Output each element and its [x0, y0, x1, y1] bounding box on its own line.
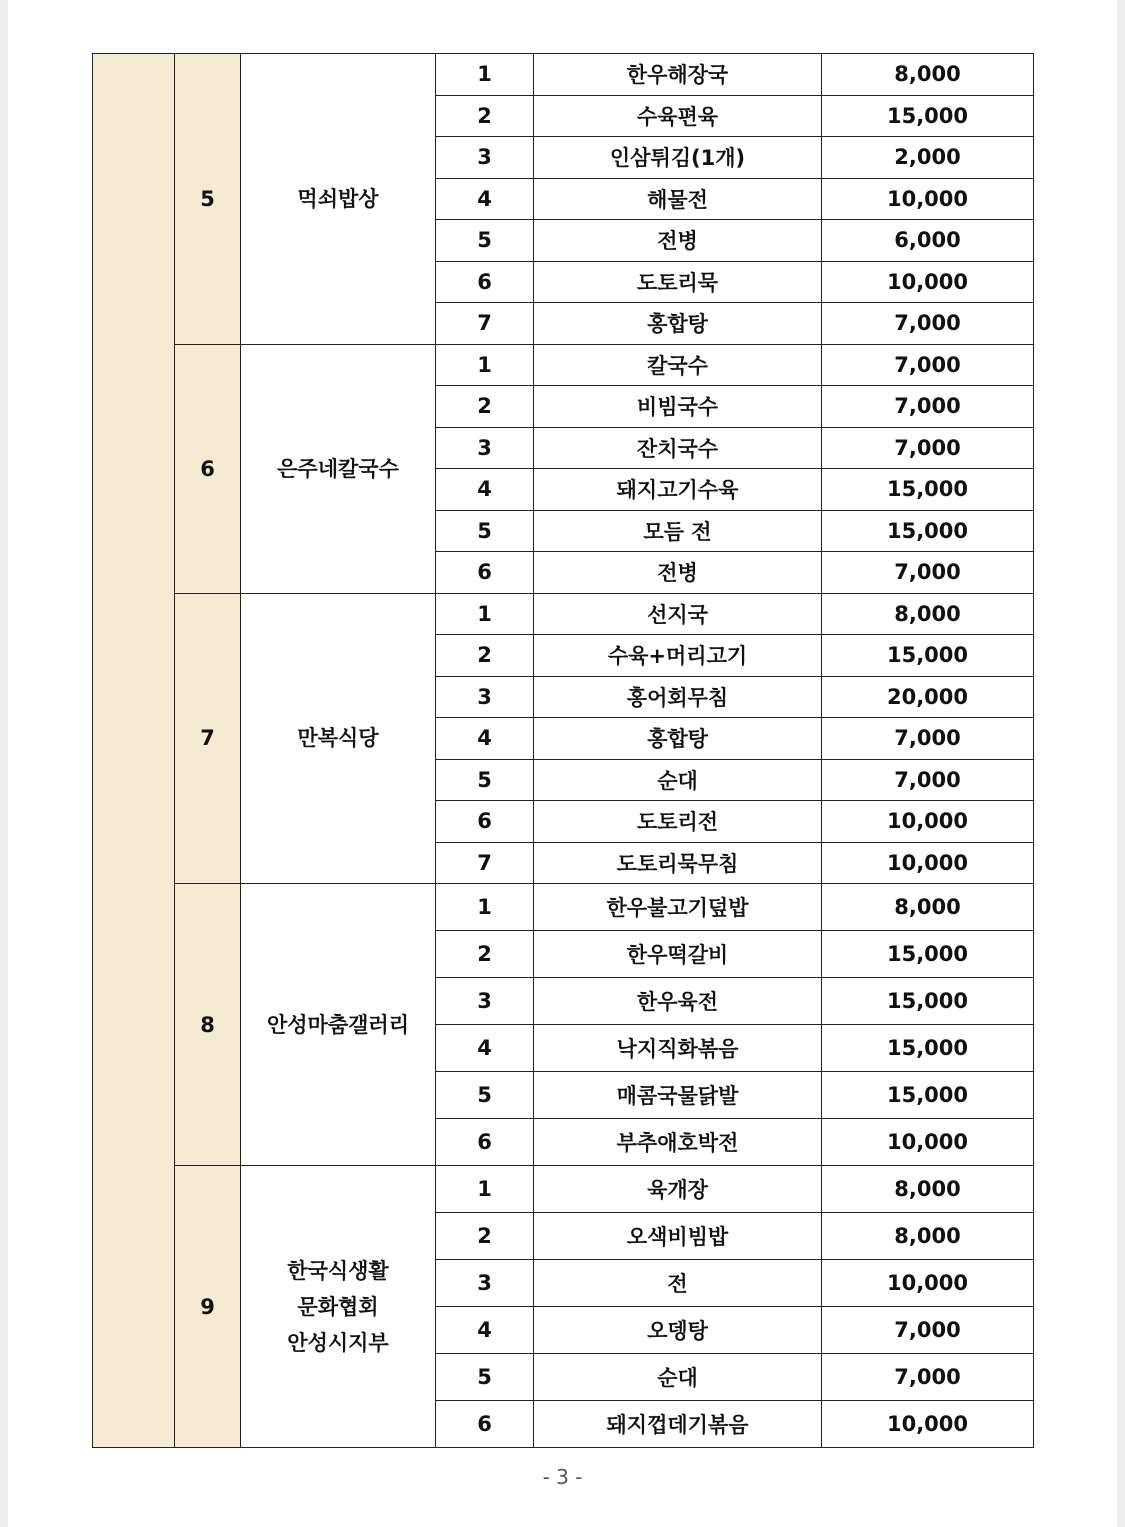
item-no: 6	[436, 801, 534, 843]
item-price: 10,000	[822, 1401, 1034, 1448]
item-name: 선지국	[534, 593, 822, 635]
item-no: 3	[436, 676, 534, 718]
item-no: 1	[436, 884, 534, 931]
item-no: 1	[436, 344, 534, 386]
item-no: 5	[436, 759, 534, 801]
store-name: 은주네칼국수	[241, 344, 436, 593]
item-price: 7,000	[822, 759, 1034, 801]
store-name	[241, 1166, 436, 1448]
item-no: 3	[436, 137, 534, 179]
store-name-line: 안성시지부	[287, 1330, 389, 1355]
item-name: 도토리묵무침	[534, 842, 822, 884]
item-price: 10,000	[822, 1119, 1034, 1166]
store-name: 만복식당	[241, 593, 436, 884]
item-price: 10,000	[822, 801, 1034, 843]
item-price: 15,000	[822, 635, 1034, 677]
item-no: 5	[436, 1354, 534, 1401]
table-row	[93, 593, 1034, 635]
item-name: 육개장	[534, 1166, 822, 1213]
item-price: 8,000	[822, 884, 1034, 931]
item-name: 순대	[534, 759, 822, 801]
item-name: 홍어회무침	[534, 676, 822, 718]
item-price: 15,000	[822, 469, 1034, 511]
item-no: 6	[436, 1401, 534, 1448]
item-no: 1	[436, 593, 534, 635]
item-no: 3	[436, 1260, 534, 1307]
store-name: 먹쇠밥상	[241, 54, 436, 345]
item-price: 15,000	[822, 931, 1034, 978]
item-name: 비빔국수	[534, 386, 822, 428]
item-no: 7	[436, 842, 534, 884]
item-price: 7,000	[822, 1307, 1034, 1354]
item-price: 2,000	[822, 137, 1034, 179]
item-name: 한우육전	[534, 978, 822, 1025]
item-name: 홍합탕	[534, 303, 822, 345]
item-price: 15,000	[822, 1072, 1034, 1119]
item-name: 순대	[534, 1354, 822, 1401]
item-no: 6	[436, 552, 534, 594]
item-price: 8,000	[822, 593, 1034, 635]
group-number: 9	[175, 1166, 241, 1448]
item-no: 3	[436, 978, 534, 1025]
item-no: 4	[436, 1025, 534, 1072]
item-price: 7,000	[822, 427, 1034, 469]
item-price: 15,000	[822, 978, 1034, 1025]
item-no: 6	[436, 261, 534, 303]
item-price: 7,000	[822, 386, 1034, 428]
item-price: 7,000	[822, 303, 1034, 345]
item-name: 한우해장국	[534, 54, 822, 96]
document-page	[8, 0, 1117, 1527]
item-price: 10,000	[822, 261, 1034, 303]
item-no: 3	[436, 427, 534, 469]
item-name: 칼국수	[534, 344, 822, 386]
item-price: 8,000	[822, 1166, 1034, 1213]
item-name: 홍합탕	[534, 718, 822, 760]
item-name: 돼지고기수육	[534, 469, 822, 511]
item-no: 5	[436, 510, 534, 552]
item-no: 2	[436, 931, 534, 978]
store-name-line: 문화협회	[297, 1294, 379, 1319]
page-number: - 3 -	[542, 1465, 583, 1489]
item-name: 전병	[534, 220, 822, 262]
item-price: 6,000	[822, 220, 1034, 262]
item-no: 1	[436, 1166, 534, 1213]
item-no: 7	[436, 303, 534, 345]
item-no: 6	[436, 1119, 534, 1166]
item-price: 8,000	[822, 1213, 1034, 1260]
item-name: 매콤국물닭발	[534, 1072, 822, 1119]
item-name: 모듬 전	[534, 510, 822, 552]
item-name: 오뎅탕	[534, 1307, 822, 1354]
item-no: 4	[436, 1307, 534, 1354]
item-no: 4	[436, 718, 534, 760]
item-no: 5	[436, 220, 534, 262]
item-price: 20,000	[822, 676, 1034, 718]
item-no: 2	[436, 635, 534, 677]
group-number: 6	[175, 344, 241, 593]
item-price: 15,000	[822, 510, 1034, 552]
item-no: 4	[436, 178, 534, 220]
item-name: 인삼튀김(1개)	[534, 137, 822, 179]
item-name: 전병	[534, 552, 822, 594]
group-number: 8	[175, 884, 241, 1166]
item-no: 2	[436, 95, 534, 137]
item-price: 7,000	[822, 718, 1034, 760]
item-name: 해물전	[534, 178, 822, 220]
item-price: 10,000	[822, 842, 1034, 884]
table-row	[93, 344, 1034, 386]
item-price: 7,000	[822, 1354, 1034, 1401]
item-no: 2	[436, 1213, 534, 1260]
item-name: 한우떡갈비	[534, 931, 822, 978]
store-name-line: 한국식생활	[287, 1258, 389, 1283]
item-name: 수육+머리고기	[534, 635, 822, 677]
item-price: 10,000	[822, 178, 1034, 220]
item-no: 1	[436, 54, 534, 96]
item-price: 15,000	[822, 95, 1034, 137]
item-name: 오색비빔밥	[534, 1213, 822, 1260]
item-name: 돼지껍데기볶음	[534, 1401, 822, 1448]
left-margin-cell	[93, 54, 175, 1448]
item-name: 낙지직화볶음	[534, 1025, 822, 1072]
item-name: 도토리묵	[534, 261, 822, 303]
table-row	[93, 1166, 1034, 1213]
group-number: 7	[175, 593, 241, 884]
item-name: 수육편육	[534, 95, 822, 137]
menu-table	[92, 53, 1034, 1448]
table-row	[93, 54, 1034, 96]
item-name: 전	[534, 1260, 822, 1307]
item-price: 7,000	[822, 552, 1034, 594]
item-price: 10,000	[822, 1260, 1034, 1307]
store-name: 안성마춤갤러리	[241, 884, 436, 1166]
item-name: 도토리전	[534, 801, 822, 843]
item-no: 2	[436, 386, 534, 428]
item-name: 한우불고기덮밥	[534, 884, 822, 931]
item-price: 8,000	[822, 54, 1034, 96]
item-no: 4	[436, 469, 534, 511]
item-price: 7,000	[822, 344, 1034, 386]
table-row	[93, 884, 1034, 931]
item-name: 잔치국수	[534, 427, 822, 469]
item-price: 15,000	[822, 1025, 1034, 1072]
item-no: 5	[436, 1072, 534, 1119]
group-number: 5	[175, 54, 241, 345]
item-name: 부추애호박전	[534, 1119, 822, 1166]
